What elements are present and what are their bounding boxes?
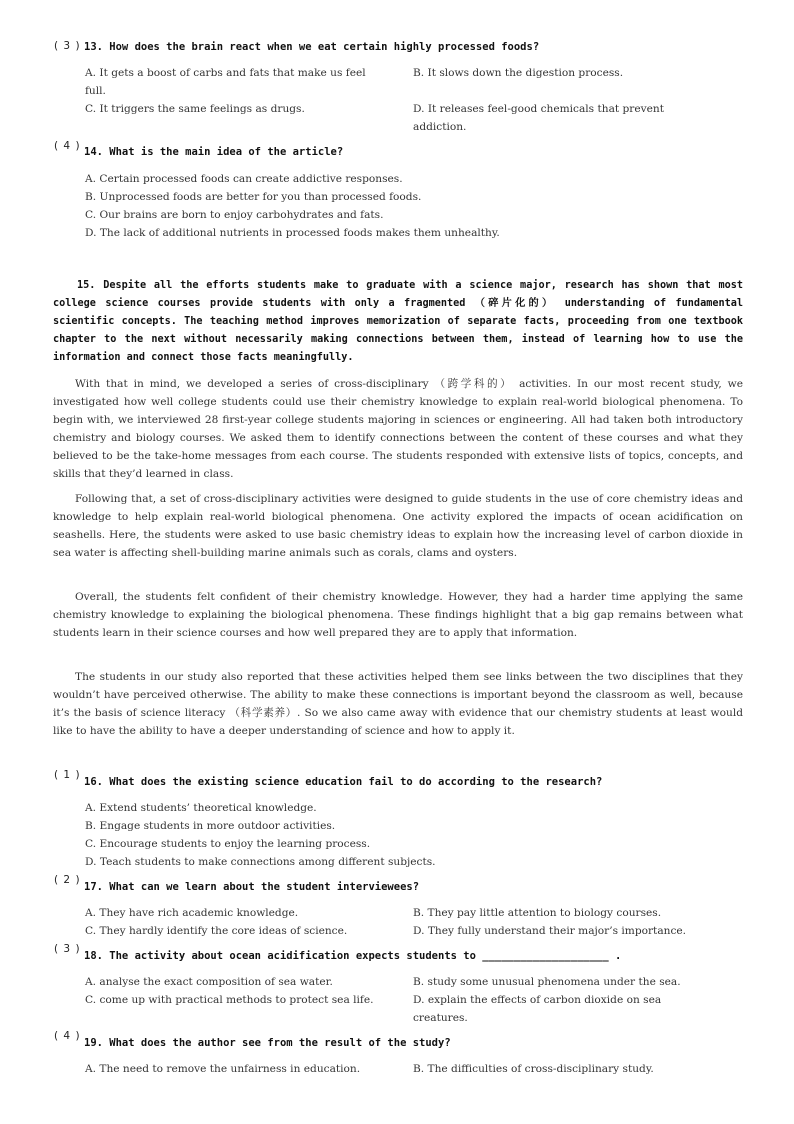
option-d[interactable]: D. It releases feel-good chemicals that prevent addiction. (413, 103, 664, 133)
passage-paragraph-2: Following that, a set of cross-disciplinary activities were designed to guide students in the use of core chemistry ideas and knowledge to help explain real-world biological phenomena. One activity explored the impacts of ocean acidification on seashells. Here, the students were asked to use basic chemistry ideas to explain how the increasing level of carbon dioxide in sea water is affecting shell-building marine animals such as corals, clams and oysters. (53, 493, 743, 559)
passage-paragraph-3: Overall, the students felt confident of their chemistry knowledge. However, they had a harder time applying the same chemistry knowledge to explaining the biological phenomena. These findings highlight that a big gap remains between what students learn in their science courses and how well prepared they are to apply that information. (53, 591, 743, 639)
passage-intro: 15. Despite all the efforts students make to graduate with a science major, research has shown that most college science courses provide students with only a fragmented （碎片化的） understanding of fundamental scientific concepts. The teaching method improves memorization of separate facts, proceeding from one textbook chapter to the next without necessarily making connections between them, instead of learning how to use the information and connect those facts meaningfully. (53, 280, 743, 363)
option-c[interactable]: C. come up with practical methods to protect sea life. (85, 994, 374, 1006)
question-text: 13. How does the brain react when we eat certain highly processed foods? (84, 41, 540, 53)
option-a[interactable]: A. analyse the exact composition of sea water. (85, 976, 333, 988)
question-number: ( 4 ) (54, 140, 81, 152)
option-d[interactable]: D. explain the effects of carbon dioxide on sea creatures. (413, 994, 662, 1024)
option-c[interactable]: C. They hardly identify the core ideas of science. (85, 925, 348, 937)
question-text: 16. What does the existing science education fail to do according to the research? (84, 776, 603, 788)
option-c[interactable]: C. Our brains are born to enjoy carbohydrates and fats. (85, 209, 384, 221)
question-number: ( 3 ) (54, 40, 81, 52)
question-text: 19. What does the author see from the result of the study? (84, 1037, 451, 1049)
option-c[interactable]: C. It triggers the same feelings as drugs. (85, 103, 305, 115)
option-b[interactable]: B. Unprocessed foods are better for you than processed foods. (85, 191, 422, 203)
option-a[interactable]: A. The need to remove the unfairness in education. (85, 1063, 361, 1075)
passage-paragraph-4: The students in our study also reported that these activities helped them see links between the two disciplines that they wouldn’t have perceived otherwise. The ability to make these connections is important beyond the classroom as well, because it’s the basis of science literacy （科学素养）. So we also came away with evidence that our chemistry students at least would like to have the ability to have a deeper understanding of science and how to apply it. (53, 671, 743, 737)
question-number: ( 4 ) (54, 1030, 81, 1042)
option-a[interactable]: A. It gets a boost of carbs and fats that make us feel full. (85, 67, 366, 97)
option-a[interactable]: A. They have rich academic knowledge. (85, 907, 299, 919)
option-b[interactable]: B. Engage students in more outdoor activities. (85, 820, 336, 832)
option-b[interactable]: B. study some unusual phenomena under the sea. (413, 976, 681, 988)
option-d[interactable]: D. They fully understand their major’s importance. (413, 925, 687, 937)
option-a[interactable]: A. Extend students’ theoretical knowledge. (85, 802, 317, 814)
question-text: 17. What can we learn about the student interviewees? (84, 881, 420, 893)
question-number: ( 1 ) (54, 769, 81, 781)
question-number: ( 2 ) (54, 874, 81, 886)
option-d[interactable]: D. The lack of additional nutrients in processed foods makes them unhealthy. (85, 227, 500, 239)
option-c[interactable]: C. Encourage students to enjoy the learning process. (85, 838, 371, 850)
question-number: ( 3 ) (54, 943, 81, 955)
option-b[interactable]: B. It slows down the digestion process. (413, 67, 624, 79)
question-text: 14. What is the main idea of the article? (84, 146, 344, 158)
option-b[interactable]: B. They pay little attention to biology courses. (413, 907, 662, 919)
option-d[interactable]: D. Teach students to make connections among different subjects. (85, 856, 436, 868)
option-a[interactable]: A. Certain processed foods can create addictive responses. (85, 173, 403, 185)
question-text: 18. The activity about ocean acidification expects students to ____________________ . (84, 950, 622, 962)
option-b[interactable]: B. The difficulties of cross-disciplinary study. (413, 1063, 654, 1075)
passage-paragraph-1: With that in mind, we developed a series of cross-disciplinary （跨学科的） activities. In our most recent study, we investigated how well college students could use their chemistry knowledge to explain real-world biological phenomena. To begin with, we interviewed 28 first-year college students majoring in sciences or engineering. All had taken both introductory chemistry and biology courses. We asked them to identify connections between the content of these courses and what they believed to be the take-home messages from each course. The students responded with extensive lists of topics, concepts, and skills that they’d learned in class. (53, 378, 743, 480)
